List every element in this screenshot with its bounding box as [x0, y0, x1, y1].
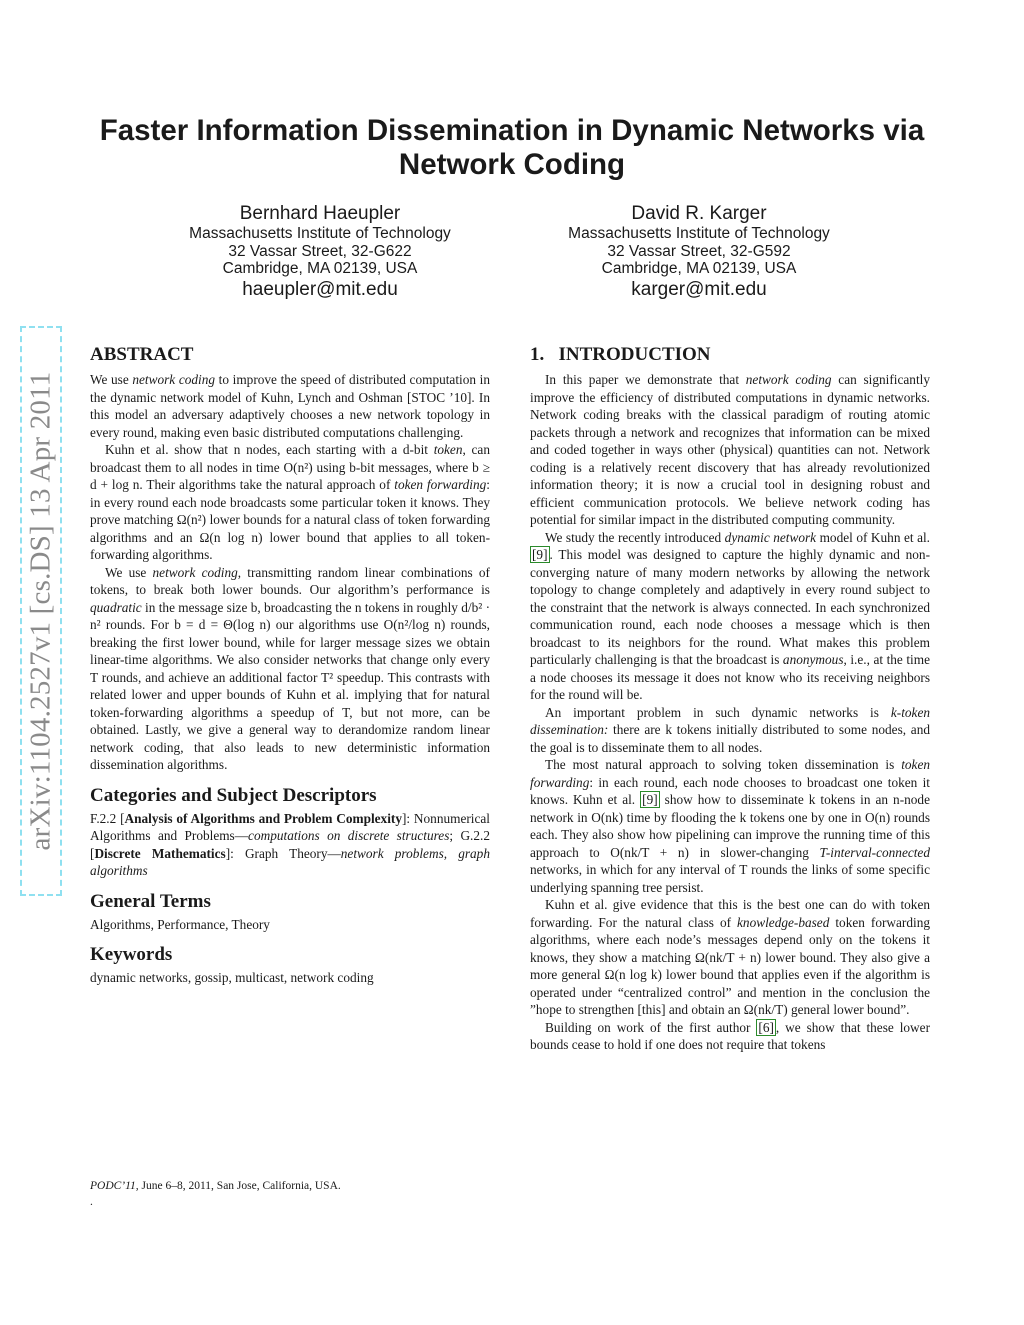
right-column	[530, 343, 930, 1054]
paper-title	[60, 114, 964, 182]
general-terms-text: Algorithms, Performance, Theory	[90, 916, 270, 932]
abstract-paragraph-2: Kuhn et al. show that n nodes, each starting with a d-bit token, can broadcast them to all nodes in time O(n²) using b-bit messages, where b ≥ d + log n. Their algorithms take the natural approach of token forwarding: in every round each node broadcasts some particular token it knows. They prove matching Ω(n²) lower bounds for a natural class of token forwarding algorithms and an Ω(n log n) lower bound that applies to all token-forwarding algorithms.	[90, 442, 490, 562]
title-line-2: Network Coding	[398, 148, 626, 181]
author-email[interactable]: karger@mit.edu	[631, 278, 767, 300]
footnote-dot: .	[90, 1196, 93, 1208]
author-affiliation: Massachusetts Institute of Technology	[189, 225, 451, 242]
title-line-1: Faster Information Dissemination in Dynamic Networks via	[99, 114, 925, 147]
author-name: David R. Karger	[631, 203, 767, 224]
abstract-paragraph-1: We use network coding to improve the speed of distributed computation in the dynamic network model of Kuhn, Lynch and Oshman [STOC ’10]. In this model an adversary adaptively chooses a new network topology in every round, making even basic distributed computations challenging.	[90, 372, 490, 440]
intro-paragraph-4: The most natural approach to solving token dissemination is token forwarding: in each round, each node chooses to broadcast one token it knows. Kuhn et al. [9] show how to disseminate k tokens in an n-node network in O(nk) time by flooding the k tokens one by one in O(n) rounds each. They also show how pipelining can improve the running time of this approach to O(nk/T + n) in slower-changing T-interval-connected networks, in which for any interval of T rounds the links of some specific underlying spanning tree persist.	[530, 757, 930, 895]
author-street: 32 Vassar Street, 32-G592	[607, 242, 791, 260]
abstract-heading: ABSTRACT	[90, 344, 194, 365]
categories-heading: Categories and Subject Descriptors	[90, 784, 377, 806]
general-terms-heading: General Terms	[90, 890, 211, 912]
author-city: Cambridge, MA 02139, USA	[222, 260, 418, 278]
intro-paragraph-5: Kuhn et al. give evidence that this is the best one can do with token forwarding. For the natural class of knowledge-based token forwarding algorithms, where each node’s messages depend only on the tokens it knows, they show a matching Ω(nk/T + n) lower bound. They also give a more general Ω(n log k) lower bound that applies even if the algorithm is operated under “centralized control” and mention in the conclusion the ”hope to strengthen [this] and obtain an Ω(nk/T) general lower bound”.	[530, 897, 930, 1017]
citation-link[interactable]: [9]	[532, 547, 548, 562]
intro-paragraph-1: In this paper we demonstrate that network coding can significantly improve the efficiency of distributed computations in dynamic networks. Network coding breaks with the classical paradigm of routing atomic packets through a network and recognizes that information can be mixed and coded together in ways other (physical) quantities can not. Network coding is a relatively recent discovery that has already revolutionized information theory; it is now a crucial tool in designing robust and efficient communication protocols. We believe network coding has potential for similar impact in the distributed computing community.	[530, 372, 930, 527]
venue-details: June 6–8, 2011, San Jose, California, USA.	[138, 1180, 341, 1192]
intro-paragraph-6: Building on work of the first author [6] , we show that these lower bounds cease to hold if one does not require that tokens	[530, 1019, 930, 1052]
arxiv-id: arXiv:1104.2527v1 [cs.DS] 13 Apr 2011	[24, 371, 57, 851]
keywords-text: dynamic networks, gossip, multicast, network coding	[90, 970, 374, 985]
left-column	[90, 343, 490, 987]
author-street: 32 Vassar Street, 32-G622	[228, 242, 412, 260]
venue-name: PODC’11,	[90, 1180, 139, 1192]
author-email[interactable]: haeupler@mit.edu	[242, 278, 398, 300]
author-block-2	[529, 203, 869, 302]
conference-footnote	[90, 1178, 490, 1210]
intro-paragraph-3: An important problem in such dynamic networks is k-token dissemination: there are k tokens initially distributed to some nodes, and the goal is to disseminate them to all nodes.	[530, 704, 930, 755]
abstract-paragraph-3: We use network coding, transmitting random linear combinations of tokens, to break both lower bounds. Our algorithm’s performance is quadratic in the message size b, broadcasting the n tokens in roughly d/b² · n² rounds. For b = d = Θ(log n) our algorithms use O(n²/log n) rounds, breaking the first lower bound, while for larger message sizes we obtain linear-time algorithms. We also consider networks that change only every T rounds, and achieve an additional factor T² speedup. This contrasts with related lower and upper bounds of Kuhn et al. implying that for natural token-forwarding algorithms a speedup of T, but not more, can be obtained. Lastly, we give a general way to derandomize random linear network coding, that also leads to new deterministic information dissemination algorithms.	[90, 564, 490, 772]
citation-link[interactable]: [9]	[642, 792, 658, 807]
arxiv-stamp[interactable]	[20, 326, 62, 896]
categories-text: F.2.2 [Analysis of Algorithms and Problem Complexity]: Nonnumerical Algorithms and Problems—computations on discrete structures; G.2.2 [Discrete Mathematics]: Graph Theory—network problems, graph algorithms	[90, 810, 490, 878]
author-block-1	[150, 203, 490, 302]
author-city: Cambridge, MA 02139, USA	[601, 260, 797, 278]
citation-link[interactable]: [6]	[758, 1019, 774, 1035]
author-name: Bernhard Haeupler	[239, 203, 401, 224]
keywords-heading: Keywords	[90, 944, 173, 965]
introduction-heading: 1. INTRODUCTION	[530, 344, 711, 365]
author-affiliation: Massachusetts Institute of Technology	[568, 225, 830, 242]
intro-paragraph-2: We study the recently introduced dynamic network model of Kuhn et al. [9] . This model was designed to capture the highly dynamic and non-converging nature of many modern networks by allowing the network topology to change completely and adaptively in every round subject to the constraint that the network is always connected. In each synchronized communication round, each node chooses a message which is then broadcast to its neighbors for the round. What makes this problem particularly challenging is that the broadcast is anonymous, i.e., at the time a node chooses its message it does not know who its receiving neighbors for the round will be.	[530, 529, 930, 702]
